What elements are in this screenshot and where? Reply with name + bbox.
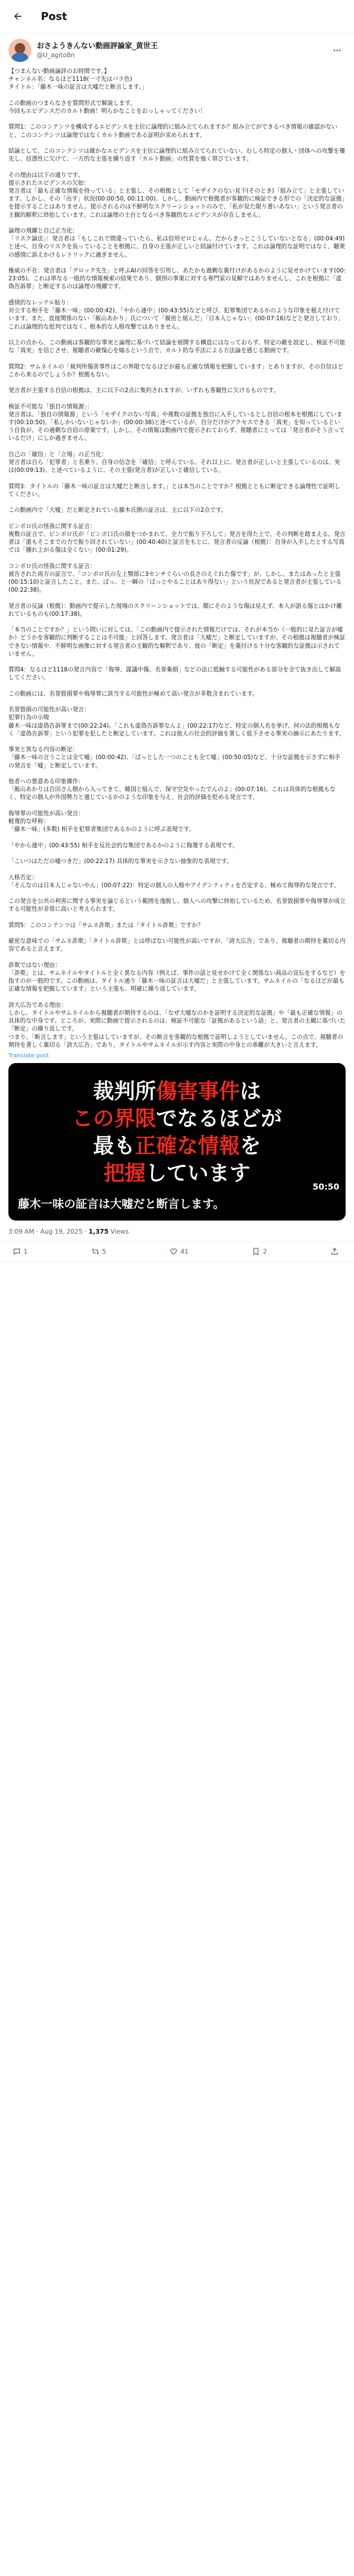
thumbnail-line-1: 裁判所傷害事件は: [93, 1079, 261, 1103]
reply-icon: [13, 1247, 21, 1256]
like-count: 41: [180, 1247, 189, 1255]
bookmark-icon: [252, 1247, 260, 1256]
repost-icon: [91, 1247, 100, 1256]
post-text: 【つまんない動画論評のお時間です。】 チャンネル名：なるほど1118(一寸先はバラ色) タイトル：「藤木一味の証言は大嘘だと断言します。」 この動画のつまらなさを質問形式で解説します。 今回もエビデンスだのカルト動画！明らかなことをおっしゃってください！ 質問1：このコンテンツを構成するエビデンスを主位に論理的に組み立てられますか？組み立てができるべき情報の確認がないと、このコンテンツは論理ではなくカルト動画である証明が求められます。 結論として、このコンテンツは確かなエビデンスを主位に論理的に組み立てられていない、むしろ特定の個人・団体への攻撃を優先し、信憑性に欠けて、一方的な主張を繰り返す「カルト動画」の性質を強く帯びています。 その理由は以下の通りです。 提示されたエビデンスの欠如： 発言者は「最も正確な情報を持っている」と主張し、その根拠として「モザイクのない見下(そのとき)「組み立て」と主張しています。しかし、その「出す」状況(00:00:50, 00:11:00)。しかし、動画内で根拠者が客観的に検証できる形での「決定的な証拠」を提示することはありません。提示されるのは不鮮明なスクリーンショットのみで、「私が見た限り書いあない」という発言者の主観的解釈に終始しています。これは論理の土台となるべき客観的なエビデンスが存在しません。 論理の飛躍と自己正当化： 「リスク論法」：発言者は「もしこれで間違っていたら、私は信用ゼロじゃん。だからきっとこうしていないとなる」(00:04:49)と述べ、自身のリスクを負っていることを根拠に、自身の主張が正しいと結論付けています。これは論理的な証明ではなく、聴衆の感情に訴えかけるレトリックに過ぎません。 権威の不在：発言者は「グロック先生」と呼ぶAIの回答を引用し、あたかも過剰な裏付けがあるかのように見せかけています(00:23:05)。これは単なる一般的な情報検索の結果であり、個別の事案に対する専門家の見解ではありませんし、これを根拠に「虚偽告訴罪」と断定するのは論理の飛躍です。 感情的なレッテル貼り： 対立する相手を「藤木一味」(00:00:42)、「やから連中」(00:43:55)などと呼び、犯罪集団であるかのような印象を植え付けています。また、直接関係のない「飯山あかり」氏について「親密と組んだ」「日本人じゃない」(00:07:16)などと発言しており、これは論理的な批判ではなく、根本的な人格攻撃ではありません。 以上の点から、この動画は客観的な事実と論理に基づいて結論を展開する構造にはなっておらず、特定の敵を設定し、検証不可能な「真実」を信じさせ、視聴者の敵愾心を煽るという点で、カルト的な手法による方法論を感じる動画です。 質問2：サムネイルの「裁判所傷害事件はこの界限でなるほどが最も正確な情報を把握しています」とありますが、その自信はどこから来るのでしょうか？根拠もない。 発言者が主張する自信の根拠は、主に以下の2点に集約されますが、いずれも客観性に欠けるものです。 検証不可能な「独自の情報源」： 発言者は、「独自の情報源」という「モザイクのない写真」や複数の証拠を独自に入手しているとし自信の根本を根拠にしています(00:10:50)。「私しかいないじゃないか」(00:00:38)と述べているが、自分だけがアクセスできる「真実」を知っているという自負が、その過剰な自信の原案です。しかし、その情報は動画内で提示されておらず、視聴者にとっては「発言者がそう言っているだけ」にしか過ぎません。 自己の「確信」と「立場」の正当化： 発言者は自ら「犯罪者」と名乗り、自身の信念を「確信」と呼んでいる。それ以上に、発言者が正しいと主張しているのは、実は(00:09:13)、と述べているように、その主張(発言者)が正しいと確信している。 質問3：タイトルの「藤木一味の証言は大嘘だと断言します。」とは本当のことですか？根拠とともに断定できる論理性で証明してください。 この動画内で「大嘘」だと断定されている藤木氏側の証言は、主に以下の2点です。 ピンポロ氏の怪我に関する証言： 複数の証言で、ピンポロ氏が「ピンボ口氏の顔をつかまれて、全力で振り下ろして」発言を得た上で、その判断を踏まえる。発言者は「誰もそこまでの力で振り回されていない」(00:40:40)と証言をもとに、発言者の反論（根拠）：自身が入手したとする写真では「腫れ上がる傷は全くない」(00:01:29)。 コンポロ氏の怪我に関する証言： 被告された両方の証言で、「コンポロ氏の左上顎部に3センチぐらいの長さのえぐれた傷です」が、しかし、またはあったと主張(00:15:10)と証言したこと。また、ぱっ、と一瞬の「ぱっとやることはあり得ない」という状況であると発言者が主張している(00:22:38)。 発言者の反論（根拠）：動画内で提示した現場のスクリーンショットでは、額にそのような傷は見えず、本人が語る傷とはかけ離れているものも(00:17:38)。 「本当のことですか？」という問いに対しては、「この動画内で提示された情報だけでは、それが本当か（一般的に見た証言が嘘か）どうかを客観的に判断することは不可能」と回答します。発言者は「大嘘だ」と断定していますが、その根拠は視聴者が検証できない情報や、不鮮明な画像に対する発言者の主観的な解釈であり、彼の「断定」を裏付ける十分な客観的な証拠は示されていません。 質問4：なるほど1118の発言内容で「侮辱、謀議中傷、名誉棄損」などの法に抵触する可能性がある部分を全て抜き出して解説してください。 この動画には、名誉毀損罪や侮辱罪に該当する可能性が極めて高い発言が多数含まれています。 名誉毀損の可能性が高い発言： 犯罪行為の示唆 藤木一味は虚偽告訴罪まで(00:22:24)。「これも虚偽告訴罪なんよ」(00:22:17)など、特定の個人名を挙げ、何の法的根拠もなく「虚偽告訴罪」という犯罪を犯したと断定しています。これは他人の社会的評価を著しく低下させる事実の摘示にあたります。 事実と異なる内容の断定： 「藤木一味の言うことは全て嘘」(00:00:42)、「ぱっとした一つのことも全て嘘」(00:50:05)など、十分な証拠を示さずに相手の発言を「嘘」と断定しています。 他者への悪意ある印象操作： 「飯山あかりは百田さん側から入ってきて、韓国と組んで、保守空気やったでんのよ」(00:07:16)。これは具体的な根拠もなく、特定の個人が外国勢力と通じているかのような印象を与え、社会的評価を貶める発言です。 侮辱罪の可能性が高い発言： 軽蔑的な呼称： 「藤木一味」(多数) 相手を犯罪者集団であるかのように呼ぶ表現です。 「やから連中」(00:43:55) 相手を反社会的な集団であるかのように侮蔑する表現です。 「こいつはただの嘘つきだ」(00:22:17) 具体的な事実を示さない抽象的な表現です。 人格否定： 「そんなのは日本人じゃないやん」(00:07:22)：特定の個人の人格やアイデンティティを否定する、極めて侮辱的な発言です。 この発言を公共の利害に関する事実を論じるという範囲を逸脱し、個人への攻撃に終始しているため、名誉毀損罪や侮辱罪が成立する可能性が非常に高いと考えられます。 質問5：このコンテンツは「サムネ詐欺」または「タイトル詐欺」ですか？ 厳密な意味での「サムネ詐欺」「タイトル詐欺」とは呼ばない可能性が高いですが、「誇大広告」であり、視聴者の期待を裏切る内容であると言えます。 詐欺ではない理由： 「詐欺」とは、サムネイルやタイトルと全く異なる内容（例えば、事件の話と見せかけて全く関係ない商品の宣伝をするなど）を指すのが一般的です。この動画は、タイトル通り「藤木一味の証言は大嘘だ」と主張しています。サムネイルの「なるほどが最も正確な情報を把握しています」という主張も、明確に繰り返しています。 誇大広告である理由： しかし、タイトルやサムネイルから視聴者が期待するのは、「なぜ大嘘なのかを証明する決定的な証拠」や「最も正確な情報」の具体的な中身です。ところが、実際に動画で提示されるのは、検証不可能な「証拠があるという話」と、発言者の主観に基づいた「断定」の繰り返しです。 つまり、「断言します」という主張はしていますが、その断言を客観的な根拠で証明しようとしていません。この点で、視聴者の期待を著しく裏切る「誇大広告」であり、タイトルやサムネイルが示す内容と実際の中身との乖離が大きいと言えます。: [8, 68, 346, 1048]
post-meta: [0, 1221, 354, 1242]
author-handle[interactable]: @U_agito8n: [37, 51, 75, 59]
arrow-left-icon: [13, 11, 23, 22]
share-icon: [330, 1247, 339, 1256]
thumbnail-line-3: 最も正確な情報を: [93, 1133, 261, 1158]
avatar[interactable]: [8, 39, 31, 62]
heart-icon: [169, 1247, 178, 1256]
bookmark-button[interactable]: [252, 1247, 267, 1256]
thumbnail-caption: 藤木一味の証言は大嘘だと断言します。: [18, 1197, 225, 1211]
video-duration: 50:50: [313, 1181, 339, 1192]
more-horizontal-icon: [332, 46, 342, 55]
page-title: Post: [41, 9, 67, 23]
repost-button[interactable]: [91, 1247, 106, 1256]
action-bar: [0, 1242, 354, 1261]
repost-count: 5: [102, 1247, 106, 1255]
post-author: [0, 33, 354, 65]
author-display-name[interactable]: おさようきんない動画評論家_黄世王: [37, 42, 158, 50]
more-options-button[interactable]: [329, 42, 346, 59]
translate-post-link[interactable]: Translate post: [8, 1052, 49, 1059]
post-timestamp[interactable]: 3:09 AM · Aug 19, 2025 ·: [8, 1227, 87, 1235]
thumbnail-line-2: この界限でなるほどが: [72, 1106, 282, 1131]
bookmark-count: 2: [263, 1247, 267, 1255]
view-count: 1,375: [88, 1227, 109, 1235]
share-button[interactable]: [330, 1247, 341, 1256]
reply-count: 1: [24, 1247, 28, 1255]
thumbnail-line-4: 把握しています: [103, 1161, 251, 1185]
like-button[interactable]: [169, 1247, 188, 1256]
top-bar: [0, 0, 354, 33]
views-label: Views: [110, 1227, 129, 1235]
video-player[interactable]: [8, 1063, 346, 1221]
back-button[interactable]: [8, 7, 27, 26]
reply-button[interactable]: [13, 1247, 28, 1256]
